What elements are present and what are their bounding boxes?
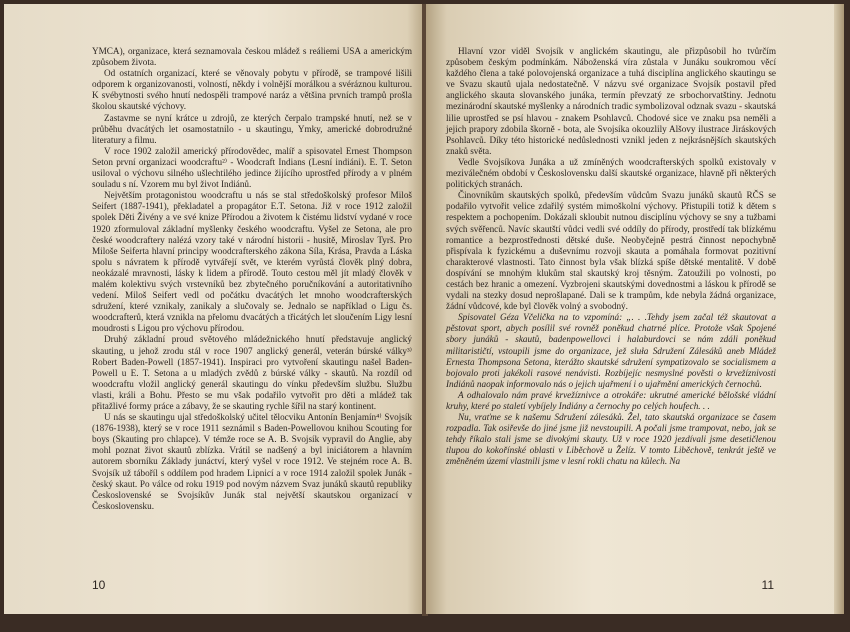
- paragraph: Hlavní vzor viděl Svojsík v anglickém skautingu, ale přizpůsobil ho tvůrčím způsobem českým podmínkám. Náboženská víra zůstala v Junáku soukromou věcí každého člena a také polovojenská organizace a tuhá disciplína anglického skautingu se ve Svazu skautů ujala nedostatečně. V názvu své organizace Svojsík postavil před anglického skauta slovanského junáka, termín převzatý ze srbochorvatštiny. Jednotu mezinárodní skautské myšlenky a národních tradic symbolizoval odznak svazu - skautská lilie uprostřed se psí hlavou - znakem Psohlavců. Chodové sice ve znaku psa neměli a jejich prapory zdobila škorně - bota, ale Svojsíka okouzlily Alšovy ilustrace Jiráskových Psohlavců. Díky této historické nedůslednosti vznikl jeden z nejkrásnějších skautských znaků světa.: [446, 46, 776, 156]
- quote-paragraph: Nu, vraťme se k našemu Sdružení zálesáků. Žel, tato skautská organizace se časem rozpadla. Tak osiřevše do jiné jsme již nevstoupili. A počali jsme trampovat, nebo, jak se tehdy říkalo stali jsme se divokými skauty. Už v roce 1920 jezdívali jsme desetičlenou tlupou do kokořínské oblasti v Liběchově u Želíz. V tomto Liběchově, tenkrát ještě ve změněném území vlastnili jsme v lesní rokli chatu na kůlech. Na: [446, 412, 776, 467]
- paragraph: V roce 1902 založil americký přírodovědec, malíř a spisovatel Ernest Thompson Seton první organizaci woodcraftu²⁾ - Woodcraft Indians (Lesní indiáni). E. T. Seton usiloval o výchovu silného ušlechtilého jedince žijícího uprostřed přírody a v plném souladu s ní. Vzorem mu byl život Indiánů.: [92, 145, 412, 190]
- page-number: 11: [761, 578, 774, 592]
- paragraph: Zastavme se nyní krátce u zdrojů, ze kterých čerpalo trampské hnutí, než se v průběhu dvacátých let osamostatnilo - u skautingu, Ymky, americké dobrodružné literatury a filmu.: [92, 112, 412, 145]
- paragraph: U nás se skautingu ujal středoškolský učitel tělocviku Antonín Benjamín⁴⁾ Svojsík (1876-1938), který se v roce 1911 seznámil s Baden-Powellovou knihou Scouting for boys (Skauting pro chlapce). V témže roce se A. B. Svojsík vypravil do Anglie, aby mohl poznat život skautů zblízka. Vrátil se nadšený a byl iniciátorem a hlavním autorem sborníku Základy junáctví, který vyšel v roce 1912. Ve stejném roce A. B. Svojsík už táboříl s oddílem pod hradem Lipnicí a v roce 1914 založil spolek Junák - český skaut. Po válce od roku 1919 pod novým názvem Svaz junáků skautů republiky Československé se Svojsíkův Junák stal největší skautskou organizací v Československu.: [92, 412, 412, 511]
- paragraph: YMCA), organizace, která seznamovala českou mládež s reáliemi USA a americkým způsobem života.: [92, 46, 412, 68]
- page-edge: [834, 4, 844, 614]
- paragraph: Největším protagonistou woodcraftu u nás se stal středoškolský profesor Miloš Seifert (1887-1941), překladatel a propagátor E.T. Setona. Již v roce 1912 založil spolek Děti Živény a ve své knize Přírodou a životem k čistému lidství vydané v roce 1920 zformuloval základní myšlenky českého woodcraftu. Vyšel ze Setona, ale pro české woodcraftery nalézá vzory také v národní historii - husitě, Miroslav Tyrš. Pro Miloše Seiferta hlavní principy woodcrafterského zákona Síla, Krása, Pravda a Láska spolu s návratem k přírodě vytvářejí svět, ve kterém vyrůstá člověk plný dobra, neokázalé mravnosti, lásky k lidem a přírodě. Touto cestou měl jít mladý člověk v malém kolektivu svých vrstevníků bez zbytečného poručníkování a autoritativního vedení. Miloš Seifert vedl od počátku dvacátých let mnoho woodcrafterských sdružení, které vznikaly, zanikaly a slučovaly se. Jednalo se například o Ligu čs. woodcrafterů, která vznikla na přelomu dvacátých a třicátých let sloučením Ligy lesní moudrosti s Ligou pro výchovu přírodou.: [92, 190, 412, 334]
- left-page: [4, 4, 424, 614]
- quote-paragraph: Spisovatel Géza Včelička na to vzpomíná: „. . .Tehdy jsem začal též skautovat a pěstovat sport, abych posílil své rovněž poněkud chatrné plíce. Protože však Spojené sbory junáků - skautů, badenpowellovci i halaburdovci se nám zdáli poněkud militarističtí, vstoupili jsme do organizace, jež sluła Sdružení Zálesáků aneb Mládež Ernesta Thompsona Setona, kterážto skautské sdružení sympatizovalo se socialismem a bojovalo proti jakékoli rasové nenávisti. Rozbíjejíc nesmyslné pověsti o krvežíznivosti Indiánů naopak informovalo nás o jejich ujařmení i o ujařmění amerických černochů.: [446, 312, 776, 389]
- paragraph: Vedle Svojsíkova Junáka a už zmíněných woodcrafterských spolků existovaly v meziválečném období v Československu další skautské organizace, hlavně při některých politických stranách.: [446, 156, 776, 190]
- quote-paragraph: A odhalovalo nám pravé krvežíznivce a otrokáře: ukrutné americké bělošské vládní kruhy, které po staletí vybíjely Indiány a černochy po celých houfech. . .: [446, 389, 776, 411]
- right-page: [426, 4, 844, 614]
- paragraph: Činovníkům skautských spolků, především vůdcům Svazu junáků skautů RČS se podařilo vytvořit velice zdařilý systém mimoškolní výchovy. Přistupili totiž k dětem s respektem a pochopením. Dokázali skloubit nutnou disciplínu výchovy se sny a tužbami svých svěřenců. Navíc skautští vůdci vedli své oddíly do přírody, prostředí tak blízkému romantice a bezprostřednosti dětské duše. Neobyčejně pestrá činnost nepochybně přispívala k fyzickému a duševnímu rozvoji skauta a pomáhala formovat pozitivní charakterové vlastnosti. Tato činnost byla však blízká spíše dětské mentalitě. V době dospívání se mnohým klukům stal skautský kroj těsným. Zatoužili po volnosti, po cestách bez hranic a omezení. Vyzbrojeni skautskými dovednostmi a láskou k přírodě se vydali na stezky dosud neprošlapané. Dali se k trampům, kde nebyla žádná organizace, žádní vůdcové, kde byl člověk volný a svobodný.: [446, 190, 776, 312]
- page-number: 10: [92, 578, 106, 592]
- right-page-text: [446, 46, 776, 468]
- paragraph: Druhý základní proud světového mládežnického hnutí představuje anglický skauting, u jehož zrodu stál v roce 1907 anglický generál, veterán búrské války³⁾ Robert Baden-Powell (1857-1941). Inspiraci pro vytvoření skautingu našel Baden-Powell u E. T. Setona a u mladých zvědů z búrské války - skautů. Na rozdíl od woodcraftu vložil anglický generál skautingu do vínku především službu. Službu vlasti, králi a Bohu. Přesto se mu však podařilo vytvořit pro děti a mládež tak přitažlivé formy práce a zábavy, že se skauting rychle šířil na starý kontinent.: [92, 334, 412, 411]
- paragraph: Od ostatních organizací, které se věnovaly pobytu v přírodě, se trampové lišili odporem k organizovanosti, volností, někdy i volnější morálkou a svéráznou kulturou. K svébytnosti svého hnutí nedospěli trampové naráz a většina prvních trampů prošla školou skautské výchovy.: [92, 68, 412, 112]
- left-page-text: [92, 46, 412, 512]
- book-spread: [4, 4, 846, 628]
